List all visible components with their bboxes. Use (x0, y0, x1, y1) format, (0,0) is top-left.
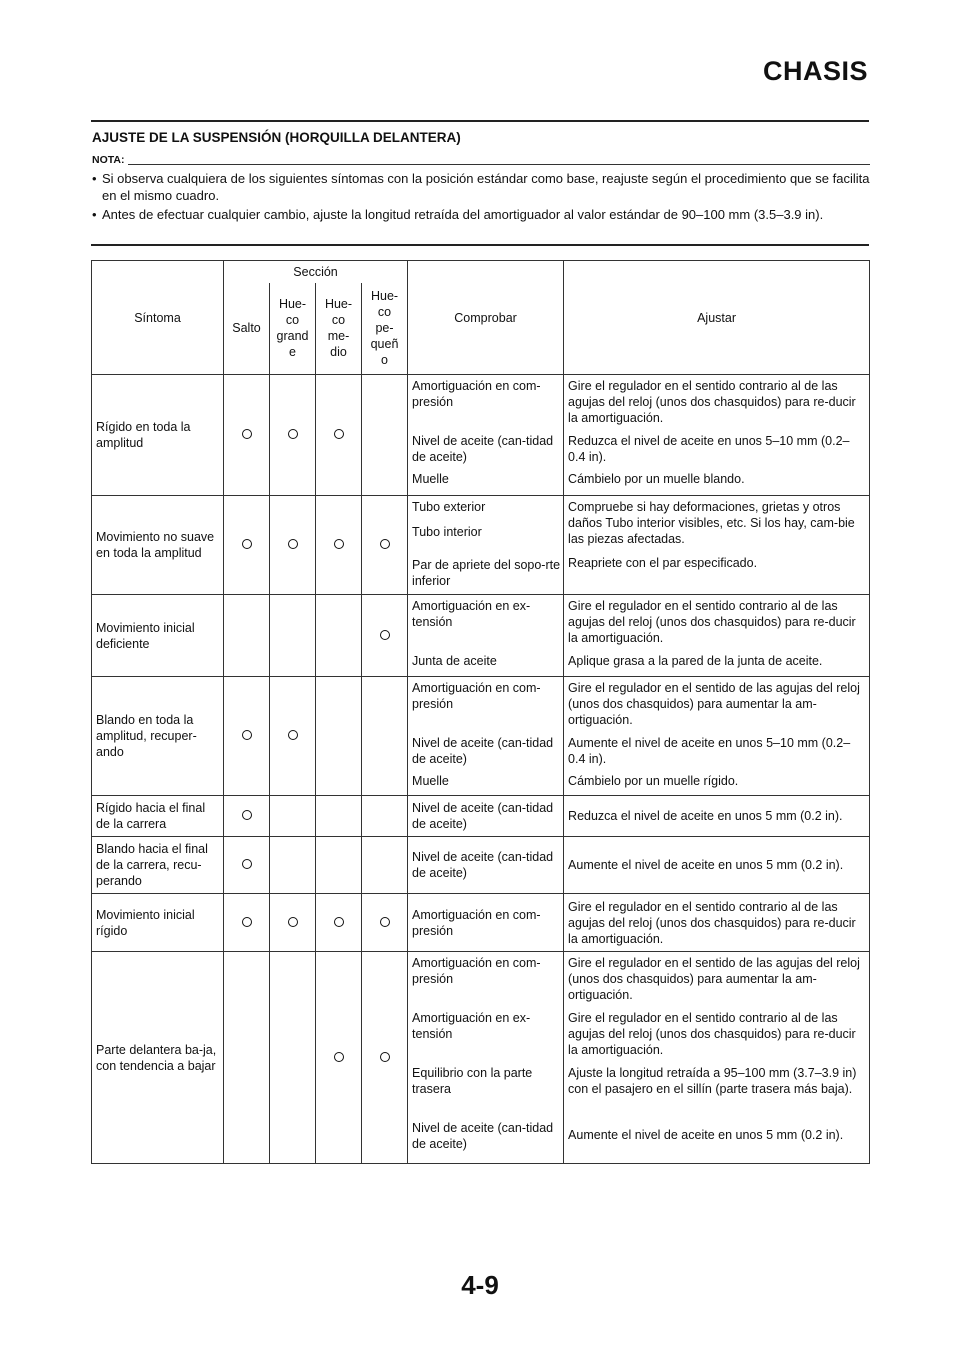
mark-cell (270, 837, 316, 894)
header-symptom: Síntoma (92, 261, 224, 375)
table-row (92, 837, 870, 894)
mark-cell (362, 894, 408, 952)
circle-mark-icon (380, 1052, 390, 1062)
adjust-item: Cámbielo por un muelle blando. (568, 472, 745, 486)
page-number: 4-9 (461, 1270, 499, 1300)
circle-mark-icon (380, 539, 390, 549)
symptom-cell: Movimiento inicial deficiente (92, 595, 224, 677)
note-heading (92, 154, 870, 166)
note-end-rule (91, 244, 869, 246)
check-item: Amortiguación en ex-tensión (412, 1011, 531, 1041)
note-list (92, 170, 870, 225)
circle-mark-icon (334, 429, 344, 439)
check-item: Tubo interior (412, 525, 482, 539)
mark-cell (270, 796, 316, 837)
adjust-cell: Gire el regulador en el sentido contrario al de las agujas del reloj (unos dos chasquidos) para re-ducir la amortiguación. (564, 894, 870, 952)
mark-cell (270, 952, 316, 1164)
symptom-cell: Blando hacia el final de la carrera, recu-perando (92, 837, 224, 894)
header-check: Comprobar (408, 261, 564, 375)
check-item: Tubo exterior (412, 500, 486, 514)
circle-mark-icon (334, 539, 344, 549)
adjust-item: Ajuste la longitud retraída a 95–100 mm (3.7–3.9 in) con el pasajero en el sillín (parte trasera más baja). (568, 1066, 857, 1096)
chapter-title: CHASIS (762, 56, 868, 86)
mark-cell (362, 796, 408, 837)
table-row (92, 677, 870, 796)
check-item: Amortiguación en ex-tensión (412, 599, 531, 629)
mark-cell (224, 595, 270, 677)
check-item: Nivel de aceite (can-tidad de aceite) (412, 736, 554, 766)
circle-mark-icon (242, 429, 252, 439)
circle-mark-icon (380, 630, 390, 640)
header-adjust: Ajustar (564, 261, 870, 375)
header-salto: Salto (224, 283, 270, 375)
check-item: Nivel de aceite (can-tidad de aceite) (412, 1121, 554, 1151)
mark-cell (316, 837, 362, 894)
adjust-item: Compruebe si hay deformaciones, grietas y otros daños Tubo interior visibles, etc. Si los hay, cam-bie las piezas afectadas. (568, 500, 855, 546)
check-item: Muelle (412, 472, 449, 486)
circle-mark-icon (334, 1052, 344, 1062)
mark-cell (224, 496, 270, 595)
header-rule (91, 120, 869, 122)
note-label: NOTA: (92, 154, 128, 166)
check-item: Junta de aceite (412, 654, 497, 668)
adjust-item: Gire el regulador en el sentido contrario al de las agujas del reloj (unos dos chasquidos) para re-ducir la amortiguación. (568, 599, 856, 645)
check-cell: Amortiguación en com-presión (408, 894, 564, 952)
circle-mark-icon (242, 539, 252, 549)
mark-cell (270, 677, 316, 796)
circle-mark-icon (334, 917, 344, 927)
adjust-item: Cámbielo por un muelle rígido. (568, 774, 739, 788)
check-item: Par de apriete del sopo-rte inferior (412, 558, 561, 588)
symptom-cell: Parte delantera ba-ja, con tendencia a bajar (92, 952, 224, 1164)
adjust-item: Gire el regulador en el sentido de las agujas del reloj (unos dos chasquidos) para aumentar la am-ortiguación. (568, 956, 860, 1002)
note-item: • Antes de efectuar cualquier cambio, ajuste la longitud retraída del amortiguador al valor estándar de 90–100 mm (3.5–3.9 in). (92, 206, 870, 223)
table-row (92, 952, 870, 1164)
adjust-cell (564, 496, 870, 595)
mark-cell (362, 952, 408, 1164)
symptom-cell: Movimiento no suave en toda la amplitud (92, 496, 224, 595)
mark-cell (362, 595, 408, 677)
mark-cell (224, 952, 270, 1164)
table-row (92, 496, 870, 595)
mark-cell (362, 837, 408, 894)
mark-cell (362, 677, 408, 796)
table-row (92, 595, 870, 677)
mark-cell (224, 796, 270, 837)
mark-cell (362, 375, 408, 496)
circle-mark-icon (288, 730, 298, 740)
adjust-item: Aumente el nivel de aceite en unos 5 mm (0.2 in). (568, 1128, 844, 1142)
check-cell (408, 496, 564, 595)
mark-cell (316, 952, 362, 1164)
header-hueco-grande: Hue- co grand e (270, 283, 316, 375)
mark-cell (316, 677, 362, 796)
circle-mark-icon (242, 730, 252, 740)
check-item: Muelle (412, 774, 449, 788)
check-cell (408, 375, 564, 496)
check-item: Amortiguación en com-presión (412, 956, 541, 986)
adjust-item: Reapriete con el par especificado. (568, 556, 758, 570)
adjust-cell (564, 595, 870, 677)
adjust-cell (564, 677, 870, 796)
mark-cell (224, 894, 270, 952)
mark-cell (224, 375, 270, 496)
check-item: Nivel de aceite (can-tidad de aceite) (412, 434, 554, 464)
check-cell: Nivel de aceite (can-tidad de aceite) (408, 796, 564, 837)
mark-cell (224, 837, 270, 894)
section-title: AJUSTE DE LA SUSPENSIÓN (HORQUILLA DELANTERA) (92, 130, 461, 145)
adjust-cell (564, 952, 870, 1164)
table-row (92, 375, 870, 496)
symptom-cell: Rígido en toda la amplitud (92, 375, 224, 496)
symptom-cell: Rígido hacia el final de la carrera (92, 796, 224, 837)
mark-cell (316, 496, 362, 595)
circle-mark-icon (288, 429, 298, 439)
adjust-item: Gire el regulador en el sentido de las agujas del reloj (unos dos chasquidos) para aumentar la am-ortiguación. (568, 681, 860, 727)
mark-cell (316, 595, 362, 677)
circle-mark-icon (242, 810, 252, 820)
table-row (92, 796, 870, 837)
check-cell: Nivel de aceite (can-tidad de aceite) (408, 837, 564, 894)
header-hueco-pequeno: Hue- co pe- queñ o (362, 283, 408, 375)
check-cell (408, 952, 564, 1164)
circle-mark-icon (242, 917, 252, 927)
adjust-cell (564, 375, 870, 496)
mark-cell (270, 375, 316, 496)
note-item: • Si observa cualquiera de los siguientes síntomas con la posición estándar como base, reajuste según el procedimiento que se facilita en el mismo cuadro. (92, 170, 870, 204)
check-item: Amortiguación en com-presión (412, 681, 541, 711)
mark-cell (316, 894, 362, 952)
circle-mark-icon (242, 859, 252, 869)
header-section: Sección (224, 261, 408, 283)
mark-cell (270, 894, 316, 952)
mark-cell (224, 677, 270, 796)
check-cell (408, 595, 564, 677)
circle-mark-icon (288, 539, 298, 549)
symptom-cell: Blando en toda la amplitud, recuper-ando (92, 677, 224, 796)
adjust-cell: Aumente el nivel de aceite en unos 5 mm (0.2 in). (564, 837, 870, 894)
adjust-cell: Reduzca el nivel de aceite en unos 5 mm (0.2 in). (564, 796, 870, 837)
header-hueco-medio: Hue- co me- dio (316, 283, 362, 375)
circle-mark-icon (380, 917, 390, 927)
adjust-item: Aplique grasa a la pared de la junta de aceite. (568, 654, 823, 668)
adjust-item: Gire el regulador en el sentido contrario al de las agujas del reloj (unos dos chasquidos) para re-ducir la amortiguación. (568, 1011, 856, 1057)
mark-cell (270, 496, 316, 595)
suspension-table (91, 260, 870, 1164)
mark-cell (316, 375, 362, 496)
adjust-item: Gire el regulador en el sentido contrario al de las agujas del reloj (unos dos chasquidos) para re-ducir la amortiguación. (568, 379, 856, 425)
check-item: Amortiguación en com-presión (412, 379, 541, 409)
note-rule (92, 164, 870, 165)
check-item: Equilibrio con la parte trasera (412, 1066, 533, 1096)
adjust-item: Aumente el nivel de aceite en unos 5–10 mm (0.2–0.4 in). (568, 736, 851, 766)
mark-cell (316, 796, 362, 837)
symptom-cell: Movimiento inicial rígido (92, 894, 224, 952)
circle-mark-icon (288, 917, 298, 927)
mark-cell (270, 595, 316, 677)
check-cell (408, 677, 564, 796)
adjust-item: Reduzca el nivel de aceite en unos 5–10 mm (0.2–0.4 in). (568, 434, 850, 464)
mark-cell (362, 496, 408, 595)
table-row (92, 894, 870, 952)
